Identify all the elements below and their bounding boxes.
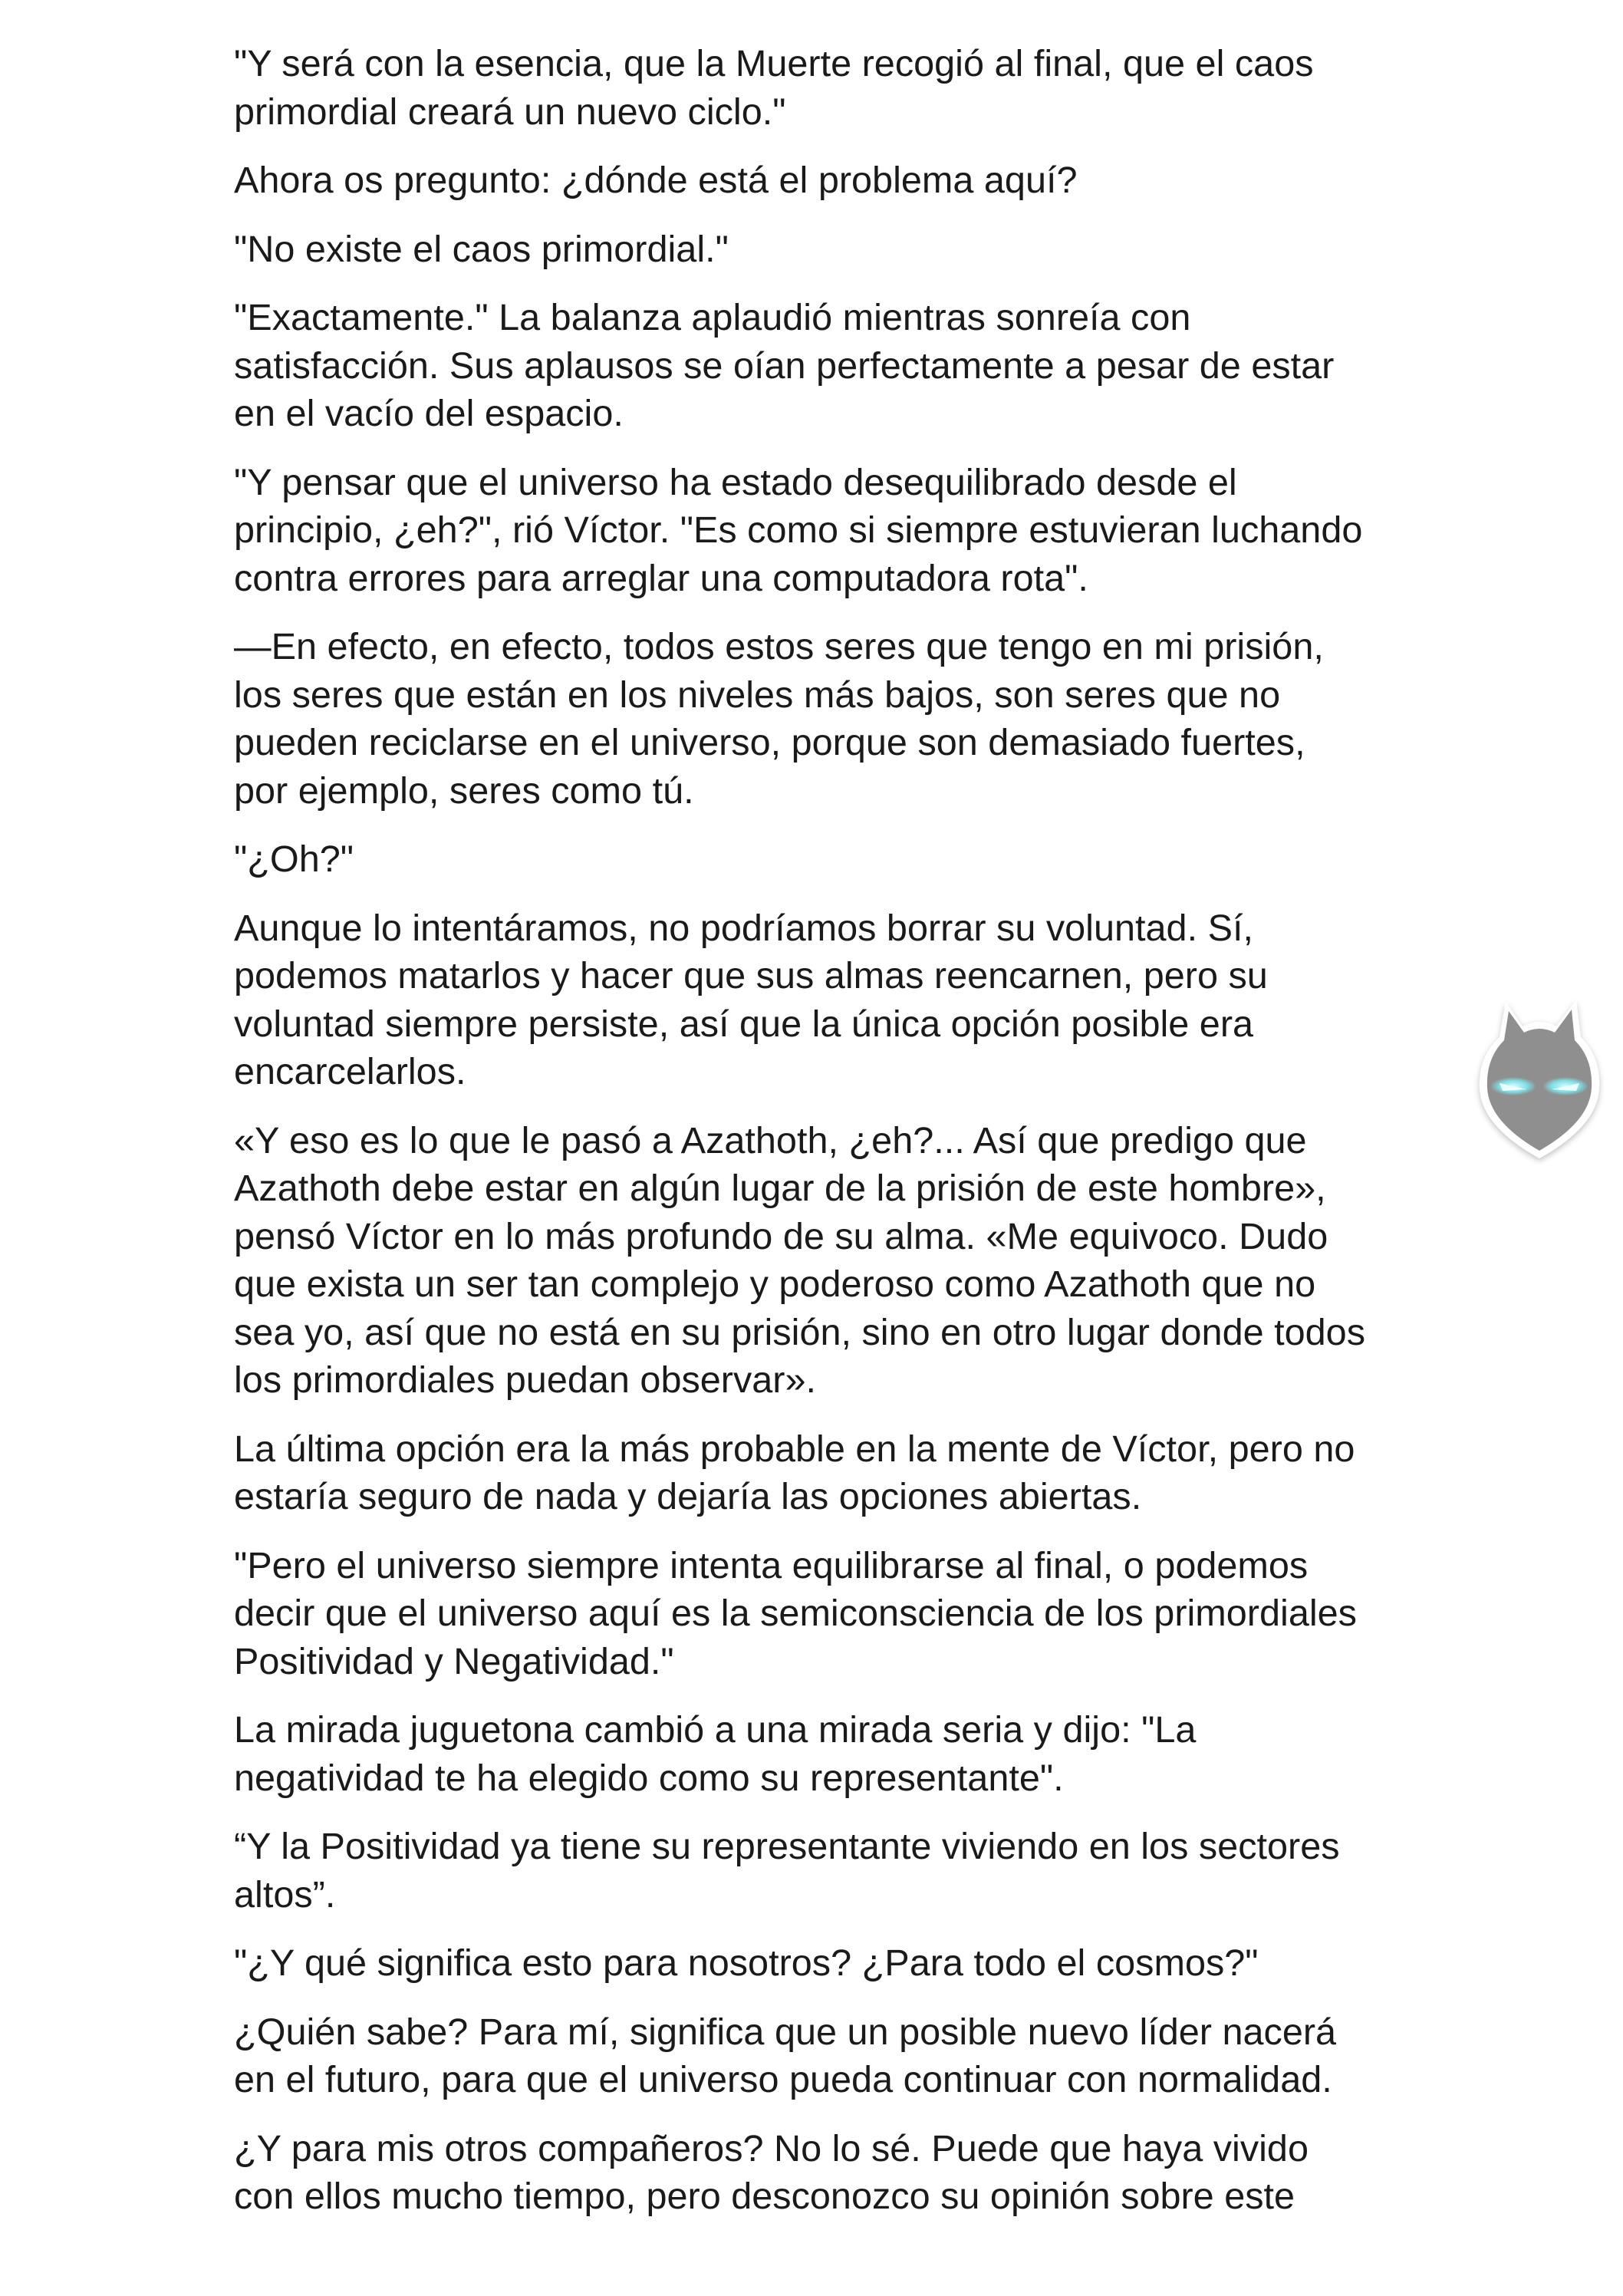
paragraph: La última opción era la más probable en la mente de Víctor, pero no estaría seguro de nada y dejaría las opciones abiertas. <box>234 1428 1355 1517</box>
demon-head-icon <box>1469 996 1611 1164</box>
paragraph: «Y eso es lo que le pasó a Azathoth, ¿eh?... Así que predigo que Azathoth debe estar en algún lugar de la prisión de este hombre», pensó Víctor en lo más profundo de su alma. «Me equivoco. Dudo que exista un ser tan complejo y poderoso como Azathoth que no sea yo, así que no está en su prisión, sino en otro lugar donde todos los primordiales puedan observar». <box>234 1119 1365 1401</box>
paragraph: "No existe el caos primordial." <box>234 228 729 270</box>
paragraph: "¿Oh?" <box>234 838 354 880</box>
paragraph: "Y pensar que el universo ha estado desequilibrado desde el principio, ¿eh?", rió Víctor. "Es como si siempre estuvieran luchando contra errores para arreglar una computadora rota". <box>234 461 1363 599</box>
paragraph: Aunque lo intentáramos, no podríamos borrar su voluntad. Sí, podemos matarlos y hacer que sus almas reencarnen, pero su voluntad siempre persiste, así que la única opción posible era encarcelarlos. <box>234 907 1268 1092</box>
paragraph: "Pero el universo siempre intenta equilibrarse al final, o podemos decir que el universo aquí es la semiconsciencia de los primordiales Positividad y Negatividad." <box>234 1544 1357 1682</box>
paragraph: Ahora os pregunto: ¿dónde está el problema aquí? <box>234 160 1078 201</box>
paragraph: "¿Y qué significa esto para nosotros? ¿Para todo el cosmos?" <box>234 1942 1259 1984</box>
paragraph: —En efecto, en efecto, todos estos seres que tengo en mi prisión, los seres que están en los niveles más bajos, son seres que no pueden reciclarse en el universo, porque son demasiado fuertes, por ejemplo, seres como tú. <box>234 626 1324 812</box>
paragraph: “Y la Positividad ya tiene su representante viviendo en los sectores altos”. <box>234 1826 1340 1916</box>
text-body <box>234 40 1415 2242</box>
paragraph: La mirada juguetona cambió a una mirada seria y dijo: "La negatividad te ha elegido como su representante". <box>234 1709 1197 1799</box>
paragraph: "Y será con la esencia, que la Muerte recogió al final, que el caos primordial creará un nuevo ciclo." <box>234 43 1314 133</box>
paragraph: ¿Y para mis otros compañeros? No lo sé. Puede que haya vivido con ellos mucho tiempo, pero desconozco su opinión sobre este <box>234 2127 1309 2217</box>
paragraph: "Exactamente." La balanza aplaudió mientras sonreía con satisfacción. Sus aplausos se oían perfectamente a pesar de estar en el vacío del espacio. <box>234 297 1335 434</box>
paragraph: ¿Quién sabe? Para mí, significa que un posible nuevo líder nacerá en el futuro, para que el universo pueda continuar con normalidad. <box>234 2011 1337 2100</box>
floating-mascot-button[interactable] <box>1469 996 1611 1164</box>
